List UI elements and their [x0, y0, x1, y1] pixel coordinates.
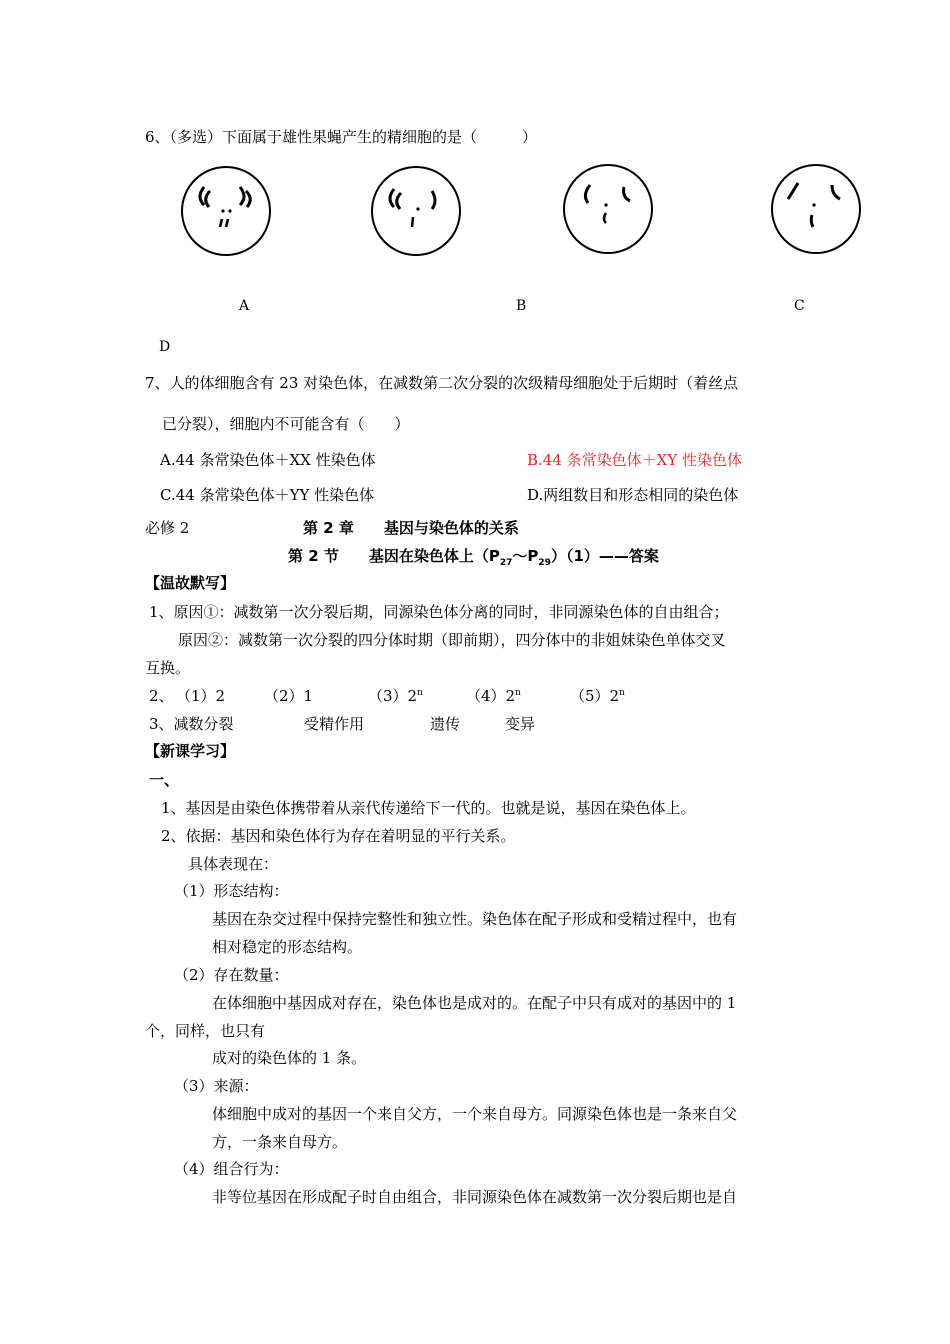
- chapter-title: 第 2 章 基因与染色体的关系: [303, 519, 519, 537]
- question-7-stem-line2: 已分裂），细胞内不可能含有（ ）: [162, 415, 410, 433]
- subsection-2-title: （2）存在数量：: [174, 966, 289, 984]
- review-item-3-a: 3、减数分裂: [149, 715, 234, 733]
- review-heading: 【温故默写】: [145, 574, 236, 592]
- review-item-1-line1: 1、原因①：减数第一次分裂后期，同源染色体分离的同时，非同源染色体的自由组合；: [149, 603, 729, 621]
- label-b: B: [516, 298, 527, 314]
- review-item-2-b: （2）1: [264, 687, 314, 705]
- option-a: A.44 条常染色体＋XX 性染色体: [160, 451, 376, 469]
- option-b-answer: B.44 条常染色体＋XY 性染色体: [527, 451, 742, 469]
- section-title: 第 2 节 基因在染色体上$(P_{27}\sim P_{29})(1)——$答案: [288, 547, 659, 568]
- review-item-2-label: 2、: [149, 687, 174, 705]
- review-item-2-a: （1）2: [176, 687, 226, 705]
- subsection-2-line1: 在体细胞中基因成对存在，染色体也是成对的。在配子中只有成对的基因中的 1: [212, 994, 737, 1012]
- question-6-stem: 6、（多选）下面属于雄性果蝇产生的精细胞的是（ ）: [145, 128, 538, 146]
- subsection-1-line1: 基因在杂交过程中保持完整性和独立性。染色体在配子形成和受精过程中，也有: [212, 910, 738, 928]
- subsection-3-line2: 方，一条来自母方。: [212, 1133, 348, 1151]
- cell-diagram-c: [562, 163, 654, 255]
- review-item-3-d: 变异: [505, 715, 536, 733]
- review-item-1-line2: 原因②：减数第一次分裂的四分体时期（即前期），四分体中的非姐妹染色单体交叉: [178, 631, 726, 649]
- label-c: C: [794, 298, 805, 314]
- cell-diagram-b: [370, 165, 462, 257]
- course-label: 必修 2: [145, 519, 190, 537]
- review-item-2-d: （4）2$^n$: [466, 687, 521, 705]
- subsection-3-title: （3）来源：: [174, 1077, 259, 1095]
- review-item-3-b: 受精作用: [304, 715, 365, 733]
- review-item-3-c: 遗传: [430, 715, 461, 733]
- subsection-3-line1: 体细胞中成对的基因一个来自父方，一个来自母方。同源染色体也是一条来自父: [212, 1105, 738, 1123]
- option-d: D.两组数目和形态相同的染色体: [527, 486, 739, 504]
- new-lesson-heading: 【新课学习】: [145, 742, 236, 760]
- part-one-label: 一、: [149, 771, 180, 789]
- lesson-detail-intro: 具体表现在：: [188, 855, 279, 873]
- review-item-2-e: （5）2$^n$: [570, 687, 625, 705]
- review-item-2-c: （3）2$^n$: [368, 687, 423, 705]
- cell-diagram-a: [180, 165, 272, 257]
- label-d: D: [159, 339, 171, 355]
- review-item-1-line3: 互换。: [145, 659, 191, 677]
- subsection-4-line1: 非等位基因在形成配子时自由组合，非同源染色体在减数第一次分裂后期也是自: [212, 1188, 738, 1206]
- label-a: A: [239, 298, 250, 314]
- subsection-1-title: （1）形态结构：: [174, 882, 289, 900]
- subsection-2-line3: 成对的染色体的 1 条。: [212, 1049, 367, 1067]
- lesson-point-2: 2、依据：基因和染色体行为存在着明显的平行关系。: [161, 827, 516, 845]
- cell-diagram-d: [770, 163, 862, 255]
- subsection-2-line2: 个，同样，也只有: [145, 1022, 266, 1040]
- option-c: C.44 条常染色体＋YY 性染色体: [160, 486, 375, 504]
- subsection-1-line2: 相对稳定的形态结构。: [212, 938, 363, 956]
- question-7-stem-line1: 7、人的体细胞含有 23 对染色体，在减数第二次分裂的次级精母细胞处于后期时（着丝点: [145, 374, 739, 392]
- lesson-point-1: 1、基因是由染色体携带着从亲代传递给下一代的。也就是说，基因在染色体上。: [161, 799, 696, 817]
- subsection-4-title: （4）组合行为：: [174, 1160, 289, 1178]
